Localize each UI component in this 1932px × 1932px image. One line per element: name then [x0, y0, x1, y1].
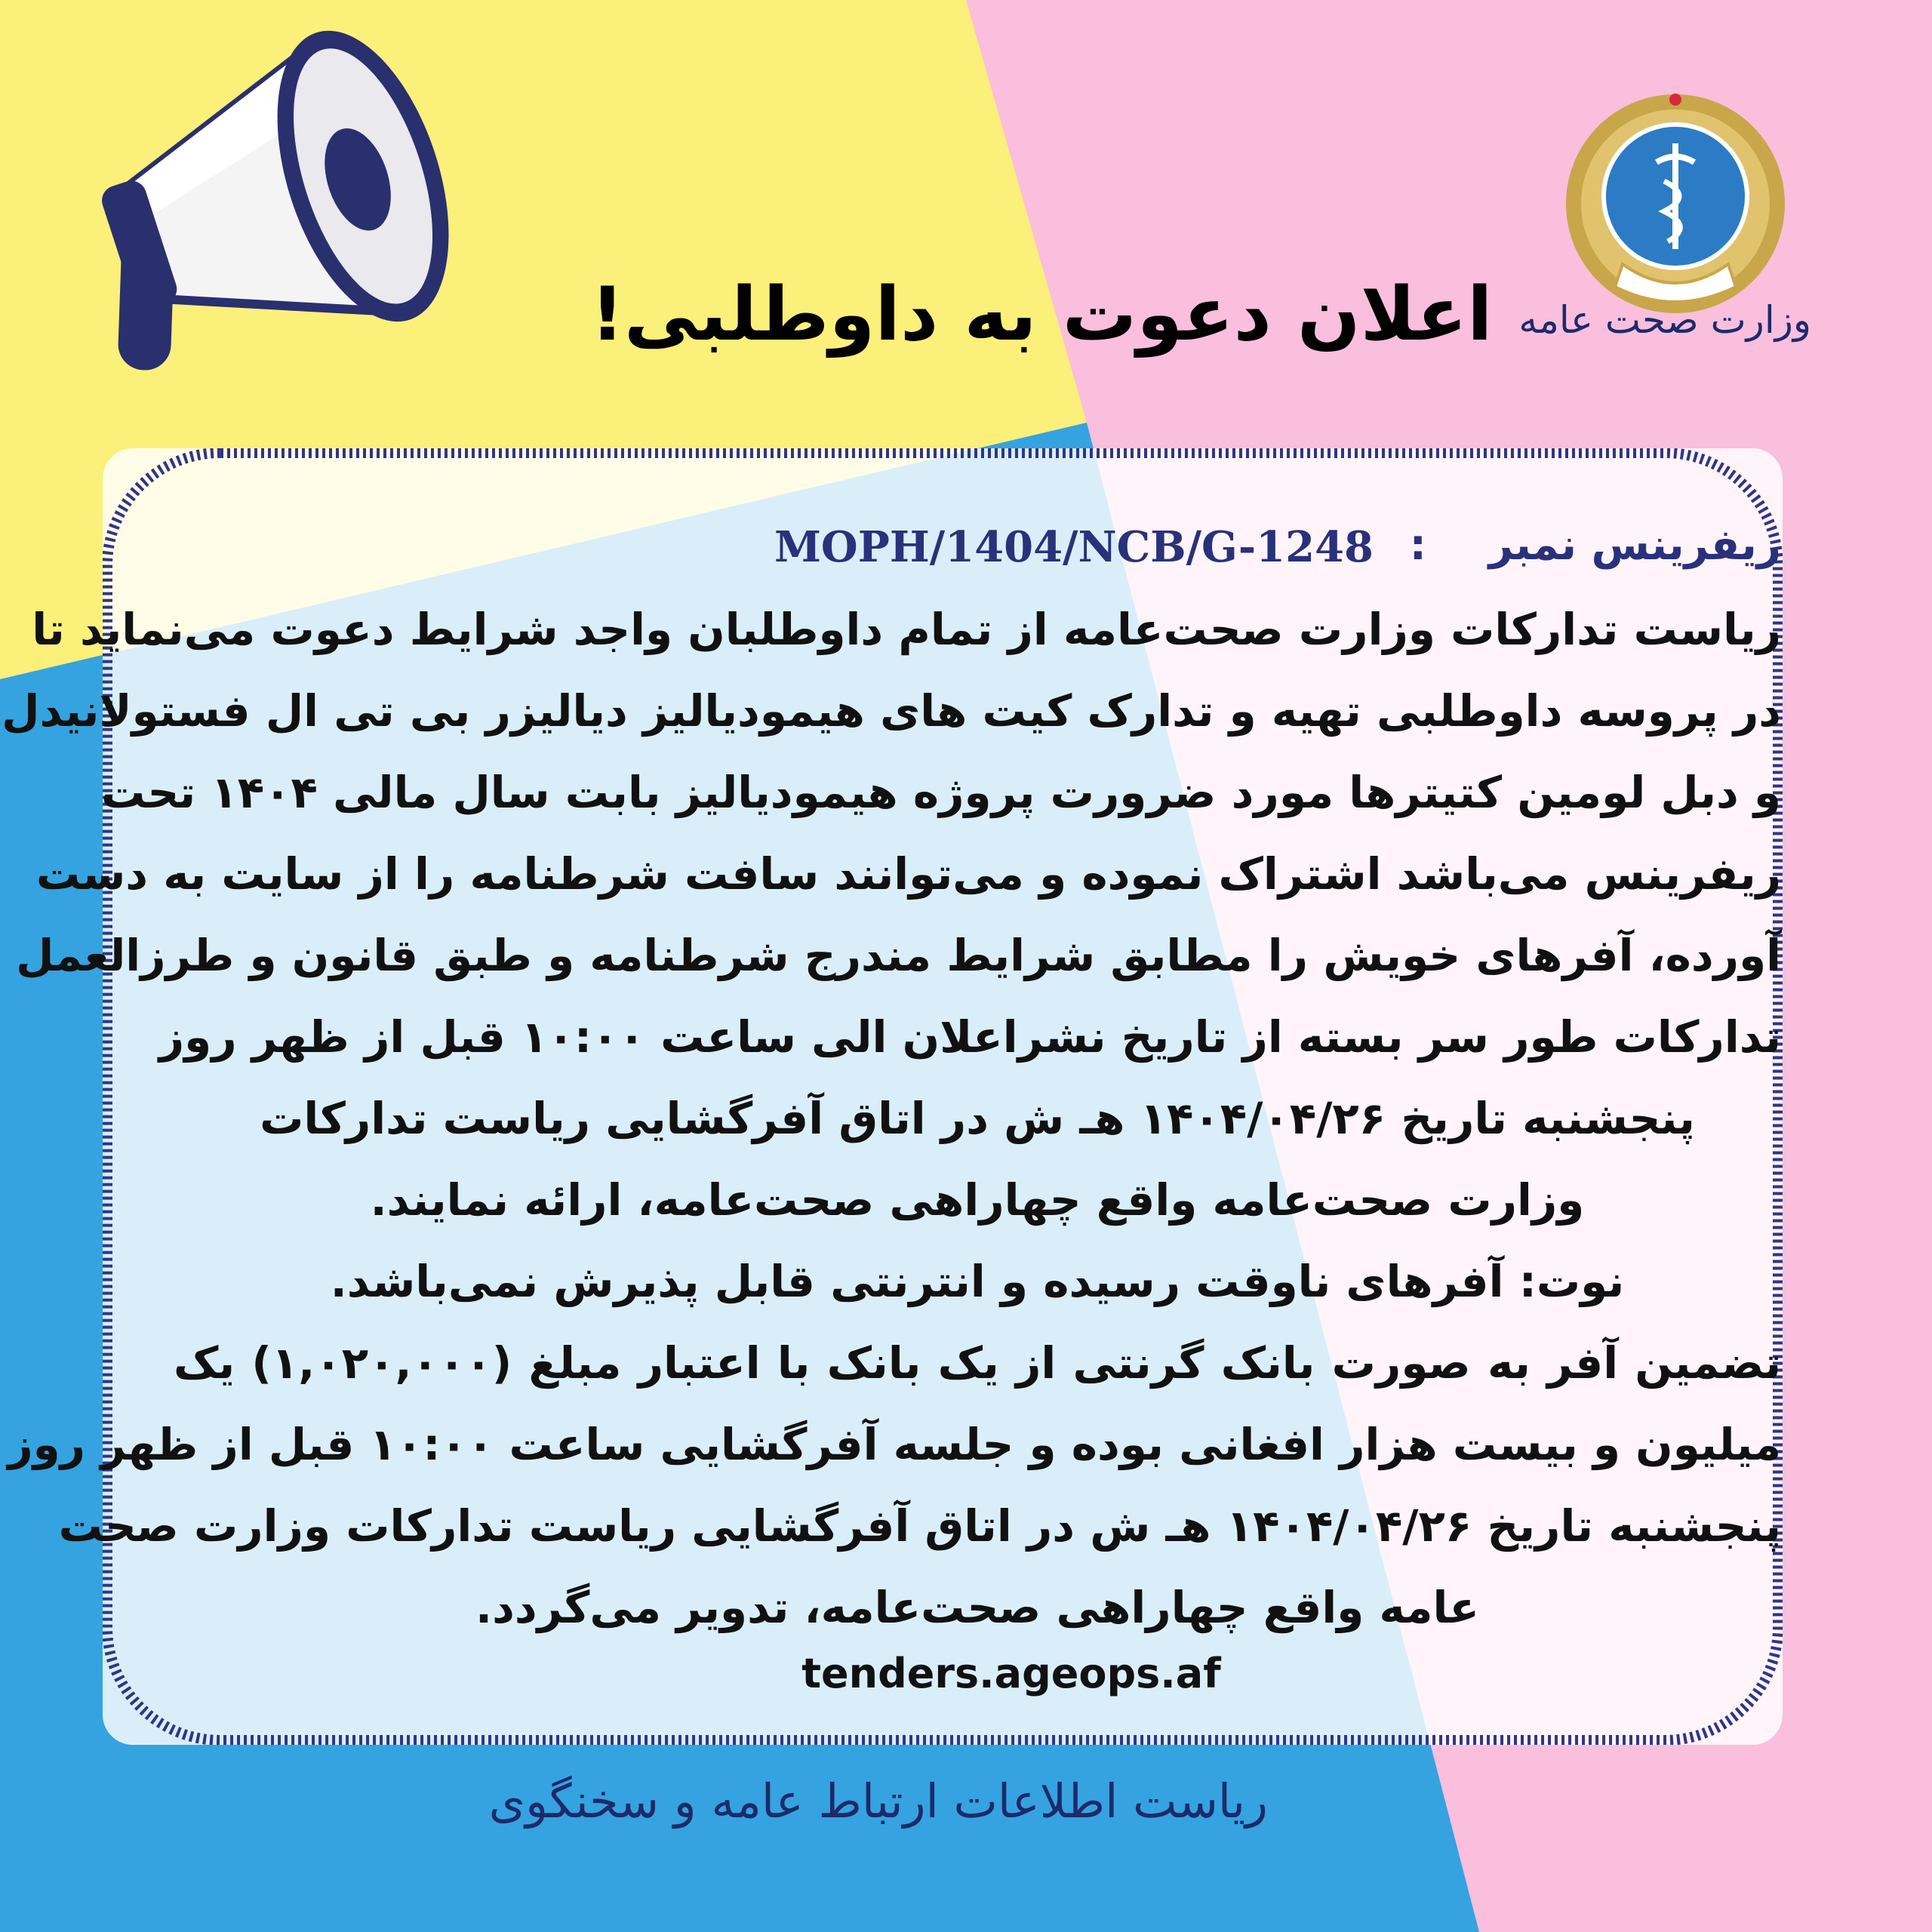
reference-row	[174, 521, 1781, 589]
centered-line: پنجشنبه تاریخ ۱۴۰۴/۰۴/۲۶ هـ ش در اتاق آفرگشایی ریاست تدارکات	[260, 1093, 1695, 1144]
announcement-body	[2, 521, 1781, 1648]
closing-line: عامه واقع چهاراهی صحت‌عامه، تدویر می‌گردد.	[475, 1582, 1479, 1633]
reference-label: ریفرینس نمبر	[1488, 521, 1781, 570]
reference-number: MOPH/1404/NCB/G-1248	[774, 522, 1374, 572]
megaphone-icon	[53, 30, 475, 392]
body-line: آورده، آفرهای خویش را مطابق شرایط مندرج شرطنامه و طبق قانون و طرزالعمل	[16, 930, 1781, 981]
body-line: ریاست تدارکات وزارت صحت‌عامه از تمام داوطلبان واجد شرایط دعوت می‌نماید تا	[32, 604, 1781, 655]
footer-signature: ریاست اطلاعات ارتباط عامه و سخنگوی	[488, 1774, 1268, 1829]
announcement-title: اعلان دعوت به داوطلبی!	[590, 272, 1493, 358]
guarantee-line: پنجشنبه تاریخ ۱۴۰۴/۰۴/۲۶ هـ ش در اتاق آفرگشایی ریاست تدارکات وزارت صحت	[58, 1500, 1781, 1552]
guarantee-line: تضمین آفر به صورت بانک گرنتی از یک بانک با اعتبار مبلغ (۱,۰۲۰,۰۰۰) یک	[174, 1337, 1781, 1389]
body-line: تدارکات طور سر بسته از تاریخ نشراعلان الی ساعت ۱۰:۰۰ قبل از ظهر روز	[158, 1011, 1781, 1063]
guarantee-line: میلیون و بیست هزار افغانی بوده و جلسه آفرگشایی ساعت ۱۰:۰۰ قبل از ظهر روز	[8, 1419, 1781, 1470]
centered-line: وزارت صحت‌عامه واقع چهاراهی صحت‌عامه، ارائه نمایند.	[370, 1174, 1585, 1226]
ministry-emblem-icon	[1562, 91, 1789, 325]
website-link[interactable]: tenders.ageops.af	[801, 1650, 1221, 1697]
body-line: ریفرینس می‌باشد اشتراک نموده و می‌توانند سافت شرطنامه را از سایت به دست	[35, 848, 1781, 900]
note-line: نوت: آفرهای ناوقت رسیده و انترنتی قابل پذیرش نمی‌باشد.	[330, 1256, 1625, 1307]
ministry-name: وزارت صحت عامه	[1518, 298, 1811, 342]
body-line: در پروسه داوطلبی تهیه و تدارک کیت های هیمودیالیز دیالیزر بی تی ال فستولانیدل	[2, 685, 1781, 737]
reference-separator: :	[1409, 521, 1426, 570]
body-line: و دبل لومین کتیترها مورد ضرورت پروژه هیمودیالیز بابت سال مالی ۱۴۰۴ تحت	[101, 767, 1781, 818]
